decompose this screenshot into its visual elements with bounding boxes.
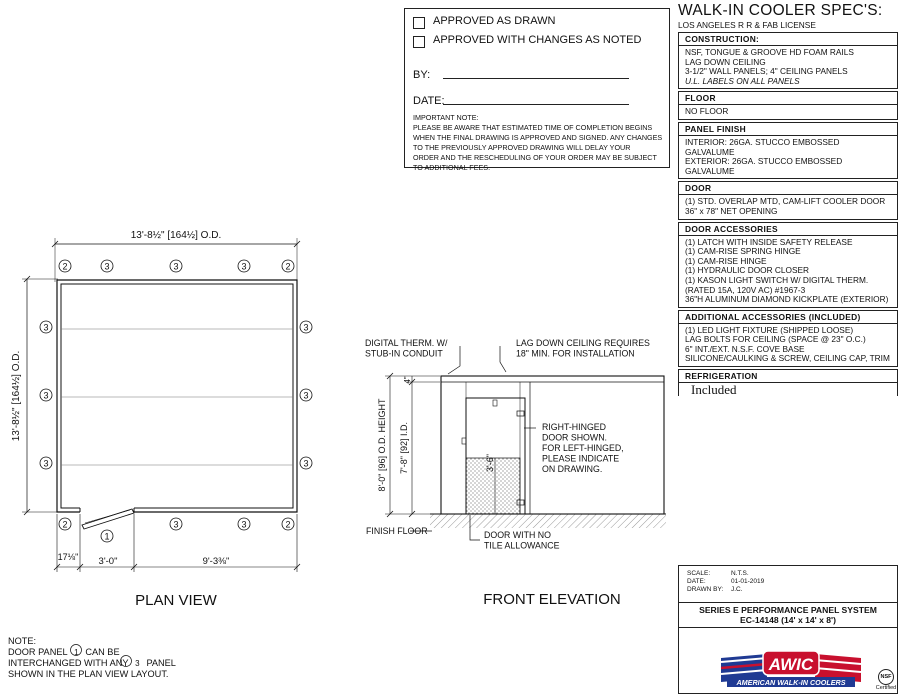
callout-text: 2 — [62, 519, 68, 530]
panel-finish-text: INTERIOR: 26GA. STUCCO EMBOSSED GALVALUME EXTERIOR: 26GA. STUCCO EMBOSSED GALVALUME — [685, 136, 843, 176]
construction-italic: U.L. LABELS ON ALL PANELS — [685, 75, 800, 86]
panel-callout-door — [101, 530, 113, 542]
floor-text: NO FLOOR — [685, 106, 729, 117]
by-label: BY: — [413, 69, 431, 81]
door-note-line: RIGHT-HINGED — [542, 422, 607, 432]
callout-text: 3 — [303, 458, 309, 469]
refrigeration-text: Included — [691, 382, 737, 398]
panel-callout-wall — [238, 518, 250, 530]
note-line-2: INTERCHANGED WITH ANY — [8, 658, 129, 668]
callout-text: 3 — [43, 322, 49, 333]
callout-text: 3 — [241, 261, 247, 272]
floor-heading: FLOOR — [679, 92, 897, 105]
panel-callout-corner — [59, 260, 71, 272]
door-heading: DOOR — [679, 182, 897, 195]
panel-callout-wall — [300, 389, 312, 401]
approved-with-changes-label: APPROVED WITH CHANGES AS NOTED — [433, 34, 642, 46]
series-name: SERIES E PERFORMANCE PANEL SYSTEM — [699, 605, 877, 615]
digital-thermometer — [462, 438, 466, 444]
door-no-tile-line: TILE ALLOWANCE — [484, 540, 560, 551]
logo-main-text: AWIC — [768, 655, 814, 674]
door-note-line: FOR LEFT-HINGED, — [542, 443, 624, 453]
plan-view-label: PLAN VIEW — [135, 592, 217, 609]
callout-text: 3 — [241, 519, 247, 530]
front-elevation-label: FRONT ELEVATION — [483, 591, 621, 608]
callout-text: 2 — [285, 261, 291, 272]
door-note-line: PLEASE INDICATE — [542, 453, 620, 464]
digital-therm-line: STUB-IN CONDUIT — [365, 348, 443, 359]
specs-title: WALK-IN COOLER SPEC'S: — [678, 2, 883, 19]
top-dimension-text: 13'-8½" [164½] O.D. — [130, 230, 222, 241]
logo-sub-text: AMERICAN WALK-IN COOLERS — [736, 678, 846, 687]
construction-text: NSF, TONGUE & GROOVE HD FOAM RAILS LAG DOWN CEILING 3-1/2" WALL PANELS; 4" CEILING PANELS — [685, 47, 854, 77]
callout-text: 3 — [104, 261, 110, 272]
note-heading: NOTE: — [8, 636, 37, 646]
important-note-title: IMPORTANT NOTE: — [413, 113, 479, 122]
nsf-mark: NSF — [878, 669, 894, 685]
date-label: DATE: — [413, 95, 445, 107]
awic-logo — [717, 648, 865, 688]
door-dimension-text: 3'-0" — [98, 556, 118, 567]
door-text: (1) STD. OVERLAP MTD, CAM-LIFT COOLER DOOR 36" x 78" NET OPENING — [685, 196, 886, 216]
nsf-badge — [875, 669, 897, 693]
nsf-certified: Certified — [875, 685, 897, 691]
additional-accessories-text: (1) LED LIGHT FIXTURE (SHIPPED LOOSE) LAG BOLTS FOR CEILING (SPACE @ 23" O.C.) 6" INT./EXT. N.S.F. COVE BASE SILICONE/CAULKING & SCREW, CEILING CAP, TRIM — [685, 324, 890, 364]
construction-heading: CONSTRUCTION: — [679, 33, 897, 46]
note-line-3: SHOWN IN THE PLAN VIEW LAYOUT. — [8, 669, 169, 679]
important-note-text: PLEASE BE AWARE THAT ESTIMATED TIME OF COMPLETION BEGINS WHEN THE FINAL DRAWING IS APPROVED AND SIGNED. ANY CHANGES TO THE PREVIOUSLY APPROVED DRAWING WILL DELAY YOUR ORDER AND THE RESCHEDULING OF YOUR ORDER MAY BE SUBJECT TO ADDITIONAL FEES. — [413, 123, 663, 172]
lag-down-note — [516, 338, 650, 359]
digital-therm-label — [365, 338, 448, 359]
callout-text: 2 — [62, 261, 68, 272]
digital-therm-line: DIGITAL THERM. W/ — [365, 338, 448, 348]
door-accessories-heading: DOOR ACCESSORIES — [679, 223, 897, 236]
panel-finish-heading: PANEL FINISH — [679, 123, 897, 136]
panel-callout-wall — [40, 389, 52, 401]
note-panel-ref-1: 1 — [74, 648, 79, 657]
callout-text: 3 — [173, 519, 179, 530]
panel-callout-corner — [282, 518, 294, 530]
door-no-tile-label — [484, 530, 560, 551]
ground-hatch — [430, 514, 666, 528]
note-panel-ref-3: 3 — [135, 659, 140, 668]
callout-text: 3 — [173, 261, 179, 272]
door-closer — [517, 411, 524, 416]
panel-callout-wall — [300, 457, 312, 469]
kickplate-height-text: 3'-6" — [485, 454, 495, 472]
additional-accessories-heading: ADDITIONAL ACCESSORIES (INCLUDED) — [679, 311, 897, 324]
date-row — [687, 578, 764, 585]
callout-text: 2 — [285, 519, 291, 530]
panel-callout-wall — [238, 260, 250, 272]
door-no-tile-line: DOOR WITH NO — [484, 530, 551, 540]
drawn-by-row — [687, 586, 743, 593]
refrigeration-heading: REFRIGERATION — [679, 370, 897, 383]
panel-callout-wall — [40, 321, 52, 333]
ceiling-thickness-text: 4" — [403, 376, 412, 384]
finish-floor-label: FINISH FLOOR — [366, 526, 428, 536]
model-number: EC-14148 (14' x 14' x 8') — [740, 615, 836, 625]
scale-row — [687, 570, 749, 577]
drawn-by-value: J.C. — [731, 586, 743, 593]
side-dimension-text: 13'-8½" [164½] O.D. — [11, 350, 22, 442]
callout-text: 3 — [303, 390, 309, 401]
note-line-2-cont: PANEL — [146, 658, 176, 668]
door-note — [542, 422, 624, 474]
door-accessories-text: (1) LATCH WITH INSIDE SAFETY RELEASE (1) CAM-RISE SPRING HINGE (1) CAM-RISE HINGE (1) HYDRAULIC DOOR CLOSER (1) KASON LIGHT SWITCH W/ DIGITAL THERM. (RATED 15A, 120V AC) #1967-3 36"H ALUMINUM DIAMOND KICKPLATE (EXTERIOR) — [685, 236, 889, 305]
tb-date-label: DATE: — [687, 578, 706, 585]
tb-date-value: 01-01-2019 — [731, 578, 765, 585]
ceiling-seams — [61, 329, 293, 465]
bottom-right-dimension-text: 9'-3⅜" — [202, 556, 230, 567]
bottom-left-dimension-text: 17⅛" — [57, 552, 79, 562]
scale-label: SCALE: — [687, 570, 711, 577]
panel-callout-wall — [170, 518, 182, 530]
plan-door — [82, 509, 134, 529]
lag-down-line: 18" MIN. FOR INSTALLATION — [516, 348, 635, 359]
lag-down-line: LAG DOWN CEILING REQUIRES — [516, 338, 650, 348]
approved-as-drawn-label: APPROVED AS DRAWN — [433, 15, 556, 27]
scale-value: N.T.S. — [731, 570, 749, 577]
title-block — [678, 565, 898, 694]
panel-callout-corner — [59, 518, 71, 530]
panel-callout-wall — [300, 321, 312, 333]
bottom-note — [8, 636, 208, 680]
plan-walls — [57, 280, 297, 512]
panel-callout-wall — [40, 457, 52, 469]
front-elevation — [365, 338, 666, 608]
light-switch — [493, 400, 497, 406]
callout-text: 3 — [303, 322, 309, 333]
panel-callouts — [40, 260, 312, 542]
panel-callout-wall — [101, 260, 113, 272]
plan-view — [11, 230, 312, 609]
note-line-1-cont: CAN BE — [85, 647, 120, 657]
specs-license: LOS ANGELES R R & FAB LICENSE — [678, 20, 816, 30]
panel-callout-wall — [170, 260, 182, 272]
id-height-text: 7'-8" [92] I.D. — [399, 422, 409, 474]
od-height-text: 8'-0" [96] O.D. HEIGHT — [377, 398, 387, 492]
series-block — [679, 602, 897, 628]
note-line-1: DOOR PANEL — [8, 647, 68, 657]
callout-text: 3 — [43, 390, 49, 401]
drawn-by-label: DRAWN BY: — [687, 586, 724, 593]
door-note-line: ON DRAWING. — [542, 464, 603, 474]
callout-text: 3 — [43, 458, 49, 469]
panel-callout-corner — [282, 260, 294, 272]
door-note-line: DOOR SHOWN. — [542, 432, 607, 443]
callout-text: 1 — [104, 531, 110, 542]
